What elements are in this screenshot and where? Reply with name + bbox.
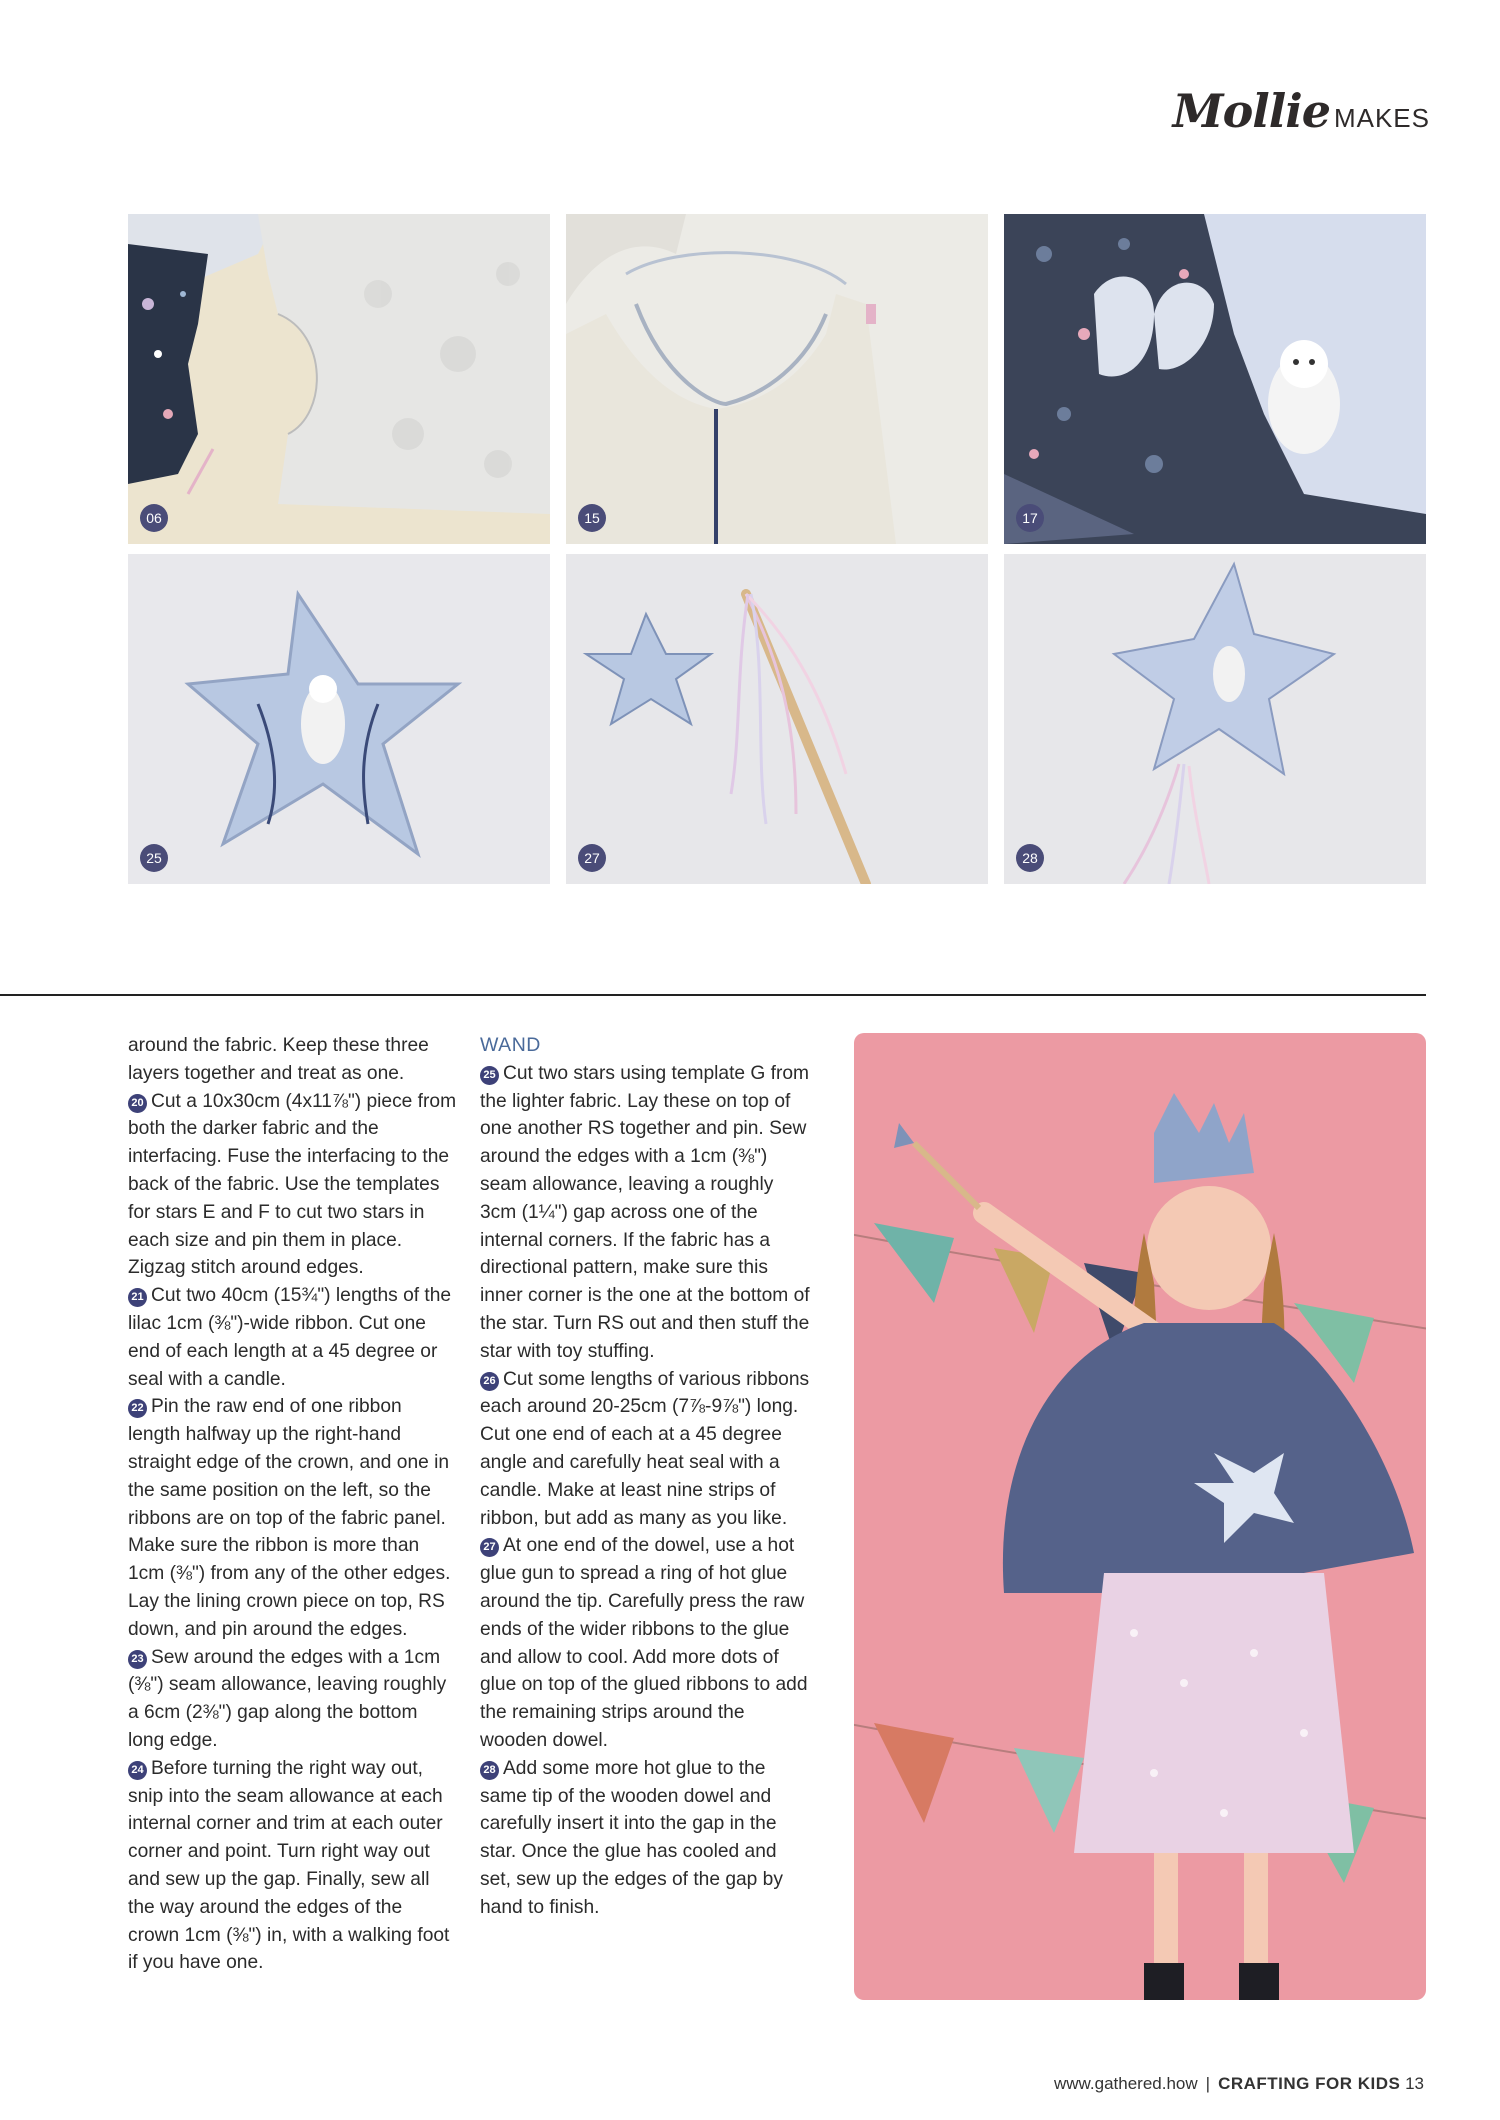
step-number: 26: [480, 1372, 499, 1391]
footer-magazine: CRAFTING FOR KIDS: [1218, 2074, 1401, 2093]
logo-script: Mollie: [1172, 84, 1330, 138]
cape-neckline-image: [566, 214, 988, 544]
child-in-costume-image: [854, 1033, 1426, 2000]
step-badge: 25: [140, 844, 168, 872]
step-number: 28: [480, 1761, 499, 1780]
step-photo-17: [1004, 214, 1426, 544]
step-text: Cut some lengths of various ribbons each around 20-25cm (7⅞-9⅞") long. Cut one end of each at a 45 degree angle and carefully heat seal with a candle. Make at least nine strips of ribbon, but add as many as you like.: [480, 1368, 810, 1529]
instructions-column-right: [480, 1032, 810, 1922]
step-21: [128, 1282, 458, 1393]
step-23: [128, 1644, 458, 1755]
step-text: At one end of the dowel, use a hot glue gun to spread a ring of hot glue around the tip. Carefully press the raw ends of the wider ribbons to the glue and allow to cool. Add more dots of glue on top of the glued ribbons to add the remaining strips around the wooden dowel.: [480, 1535, 808, 1751]
step-number: 23: [128, 1650, 147, 1669]
step-20: [128, 1088, 458, 1283]
step-number: 24: [128, 1761, 147, 1780]
step-badge: 27: [578, 844, 606, 872]
step-text: Cut two 40cm (15¾") lengths of the lilac 1cm (⅜")-wide ribbon. Cut one end of each length at a 45 degree or seal with a candle.: [128, 1285, 452, 1390]
step-photo-15: [566, 214, 988, 544]
step-number: 25: [480, 1066, 499, 1085]
footer-separator: |: [1205, 2074, 1211, 2093]
hero-photo: [854, 1033, 1426, 2000]
page-number: 13: [1405, 2074, 1424, 2093]
step-number: 21: [128, 1288, 147, 1307]
step-photo-25: [128, 554, 550, 884]
star-and-dowel-image: [566, 554, 988, 884]
step-badge: 28: [1016, 844, 1044, 872]
step-22: [128, 1393, 458, 1643]
step-27: [480, 1532, 810, 1754]
step-photo-27: [566, 554, 988, 884]
step-text: Before turning the right way out, snip into the seam allowance at each internal corner and trim at each outer corner and point. Turn right way out and sew up the gap. Finally, sew all the way around the edges of the crown 1cm (⅜") in, with a walking foot if you have one.: [128, 1757, 450, 1974]
page-footer: [1054, 2074, 1424, 2094]
step-text: Cut a 10x30cm (4x11⅞") piece from both the darker fabric and the interfacing. Fuse the interfacing to the back of the fabric. Use the templates for stars E and F to cut two stars in each size and pin them in place. Zigzag stitch around edges.: [128, 1090, 457, 1279]
step-number: 27: [480, 1538, 499, 1557]
step-photo-06: [128, 214, 550, 544]
step-photo-grid: [128, 214, 1426, 884]
logo-word: MAKES: [1333, 103, 1430, 133]
step-25: [480, 1060, 810, 1366]
magazine-logo: [1172, 84, 1430, 138]
owl-fabric-image: [1004, 214, 1426, 544]
intro-text: around the fabric. Keep these three layers together and treat as one.: [128, 1035, 429, 1084]
step-photo-28: [1004, 554, 1426, 884]
fabric-cut-image: [128, 214, 550, 544]
fabric-star-image: [128, 554, 550, 884]
footer-url[interactable]: www.gathered.how: [1054, 2074, 1198, 2093]
finished-wand-image: [1004, 554, 1426, 884]
step-number: 20: [128, 1094, 147, 1113]
step-badge: 15: [578, 504, 606, 532]
step-text: Pin the raw end of one ribbon length halfway up the right-hand straight edge of the crown, and one in the same position on the left, so the ribbons are on top of the fabric panel. Make sure the ribbon is more than 1cm (⅜") from any of the other edges. Lay the lining crown piece on top, RS down, and pin around the edges.: [128, 1396, 451, 1640]
step-28: [480, 1755, 810, 1922]
section-divider: [0, 994, 1426, 996]
step-badge: 17: [1016, 504, 1044, 532]
step-number: 22: [128, 1399, 147, 1418]
step-26: [480, 1366, 810, 1533]
step-text: Add some more hot glue to the same tip of the wooden dowel and carefully insert it into the gap in the star. Once the glue has cooled and set, sew up the edges of the gap by hand to finish.: [480, 1757, 783, 1918]
step-text: Cut two stars using template G from the lighter fabric. Lay these on top of one another RS together and pin. Sew around the edges with a 1cm (⅜") seam allowance, leaving a roughly 3cm (1¼") gap across one of the internal corners. If the fabric has a directional pattern, make sure this inner corner is the one at the bottom of the star. Turn RS out and then stuff the star with toy stuffing.: [480, 1062, 810, 1362]
step-24: [128, 1755, 458, 1977]
section-heading-wand: WAND: [480, 1034, 541, 1056]
instructions-column-left: [128, 1032, 458, 1977]
step-badge: 06: [140, 504, 168, 532]
step-text: Sew around the edges with a 1cm (⅜") seam allowance, leaving roughly a 6cm (2⅜") gap along the bottom long edge.: [128, 1646, 447, 1751]
